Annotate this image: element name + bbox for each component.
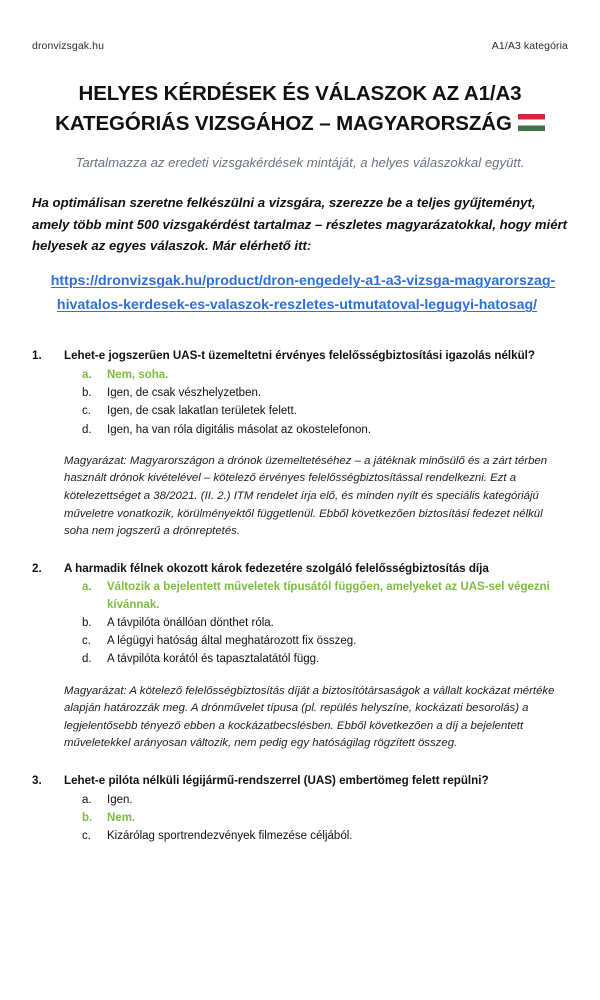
promo-paragraph: Ha optimálisan szeretne felkészülni a vizsgára, szerezze be a teljes gyűjteményt, amely több mint 500 vizsgakérdést tartalmaz – részletes magyarázatokkal, hogy miért helyesek az egyes válaszok. Már elérhető itt: bbox=[32, 195, 568, 254]
answer-option-text: Igen, ha van róla digitális másolat az okostelefonon. bbox=[107, 423, 372, 436]
product-link[interactable]: https://dronvizsgak.hu/product/dron-engedely-a1-a3-vizsga-magyarorszag-hivatalos-kerdesek-es-valaszok-reszletes-utmutatoval-legugyi-hatosag/ bbox=[50, 273, 556, 314]
answer-option[interactable] bbox=[32, 792, 568, 809]
running-header bbox=[32, 0, 568, 52]
answer-option[interactable] bbox=[32, 385, 568, 402]
answer-options bbox=[32, 579, 568, 668]
page-title-line-2: KATEGÓRIÁS VIZSGÁHOZ – MAGYARORSZÁG bbox=[55, 111, 512, 135]
answer-option[interactable] bbox=[32, 615, 568, 632]
question-explanation: Magyarázat: A kötelező felelősségbiztosítás díját a biztosítótársaságok a vállalt kockázat mértéke alapján határozzák meg. A drónművelet típusa (pl. repülés helyszíne, kockázati besorolás) a legjelentősebb tényező ebben a kockázatbecslésben. Ebből következően a díj a bejelentett műveletekkel arányosan változik, nem pedig egy hatóságilag rögzített összeg. bbox=[64, 684, 555, 750]
answer-option[interactable] bbox=[32, 422, 568, 439]
page-title bbox=[32, 79, 568, 139]
question-row bbox=[32, 773, 568, 790]
question-text: A harmadik félnek okozott károk fedezetére szolgáló felelősségbiztosítás díja bbox=[64, 561, 489, 575]
answer-option-text: A távpilóta korától és tapasztalatától függ. bbox=[107, 653, 320, 666]
answer-option-letter: a. bbox=[82, 368, 92, 381]
answer-option-letter: a. bbox=[82, 793, 92, 806]
page-subtitle: Tartalmazza az eredeti vizsgakérdések mintáját, a helyes válaszokkal együtt. bbox=[75, 154, 525, 170]
spacer bbox=[32, 541, 568, 561]
answer-option-correct[interactable] bbox=[32, 579, 568, 614]
answer-option-letter: b. bbox=[82, 616, 92, 629]
header-category: A1/A3 kategória bbox=[491, 40, 568, 52]
answer-options bbox=[32, 792, 568, 846]
answer-option-letter: b. bbox=[82, 387, 92, 400]
answer-option-letter: c. bbox=[82, 405, 91, 418]
question-block bbox=[32, 561, 568, 773]
answer-option-letter: a. bbox=[82, 581, 92, 594]
question-row bbox=[32, 561, 568, 578]
promo-link-container bbox=[32, 270, 568, 318]
answer-option-letter: c. bbox=[82, 830, 91, 843]
answer-option-text: Igen, de csak vészhelyzetben. bbox=[107, 387, 262, 400]
hungary-flag-icon bbox=[518, 114, 545, 131]
answer-options bbox=[32, 367, 568, 439]
answer-option-correct[interactable] bbox=[32, 367, 568, 384]
question-row bbox=[32, 348, 568, 365]
page-title-line-1: HELYES KÉRDÉSEK ÉS VÁLASZOK AZ A1/A3 bbox=[78, 82, 522, 105]
answer-option-correct[interactable] bbox=[32, 810, 568, 827]
question-text: Lehet-e pilóta nélküli légijármű-rendszerrel (UAS) embertömeg felett repülni? bbox=[64, 773, 489, 787]
answer-option[interactable] bbox=[32, 633, 568, 650]
header-site-name: dronvizsgak.hu bbox=[32, 40, 105, 52]
question-block bbox=[32, 773, 568, 845]
spacer bbox=[32, 753, 568, 773]
answer-option-letter: c. bbox=[82, 635, 91, 648]
question-number: 1. bbox=[32, 349, 42, 363]
question-number: 3. bbox=[32, 773, 42, 787]
question-text: Lehet-e jogszerűen UAS-t üzemeltetni érvényes felelősségbiztosítási igazolás nélkül? bbox=[64, 349, 535, 363]
answer-option-letter: b. bbox=[82, 811, 93, 824]
answer-option-text: Igen, de csak lakatlan területek felett. bbox=[107, 405, 297, 418]
questions-list bbox=[32, 348, 568, 845]
question-explanation: Magyarázat: Magyarországon a drónok üzemeltetéséhez – a játéknak minősülő és a zárt térben használt drónok kivételével – kötelező érvényes felelősségbiztosítással rendelkezni. Ezt a kötelezettséget a 38/2021. (II. 2.) ITM rendelet írja elő, és minden nyílt és speciális kategóriájú műveletre vonatkozik, körülményektől függetlenül. Ebből következően biztosítási fedezet nélkül soha nem jogszerű a drónreptetés. bbox=[64, 454, 548, 538]
answer-option-letter: d. bbox=[82, 653, 92, 666]
answer-option[interactable] bbox=[32, 403, 568, 420]
answer-option-text: Igen. bbox=[107, 793, 133, 806]
answer-option[interactable] bbox=[32, 651, 568, 668]
answer-option-letter: d. bbox=[82, 423, 92, 436]
answer-option-text: Kizárólag sportrendezvények filmezése céljából. bbox=[107, 830, 353, 843]
answer-option-text: A légügyi hatóság által meghatározott fix összeg. bbox=[107, 635, 357, 648]
answer-option-text: Nem. bbox=[107, 811, 136, 824]
answer-option-text: Nem, soha. bbox=[107, 368, 169, 381]
question-number: 2. bbox=[32, 561, 42, 575]
answer-option[interactable] bbox=[32, 828, 568, 845]
answer-option-text: Változik a bejelentett műveletek típusától függően, amelyeket az UAS-sel végezni kívánnak. bbox=[107, 581, 550, 611]
answer-option-text: A távpilóta önállóan dönthet róla. bbox=[107, 616, 274, 629]
question-block bbox=[32, 348, 568, 561]
